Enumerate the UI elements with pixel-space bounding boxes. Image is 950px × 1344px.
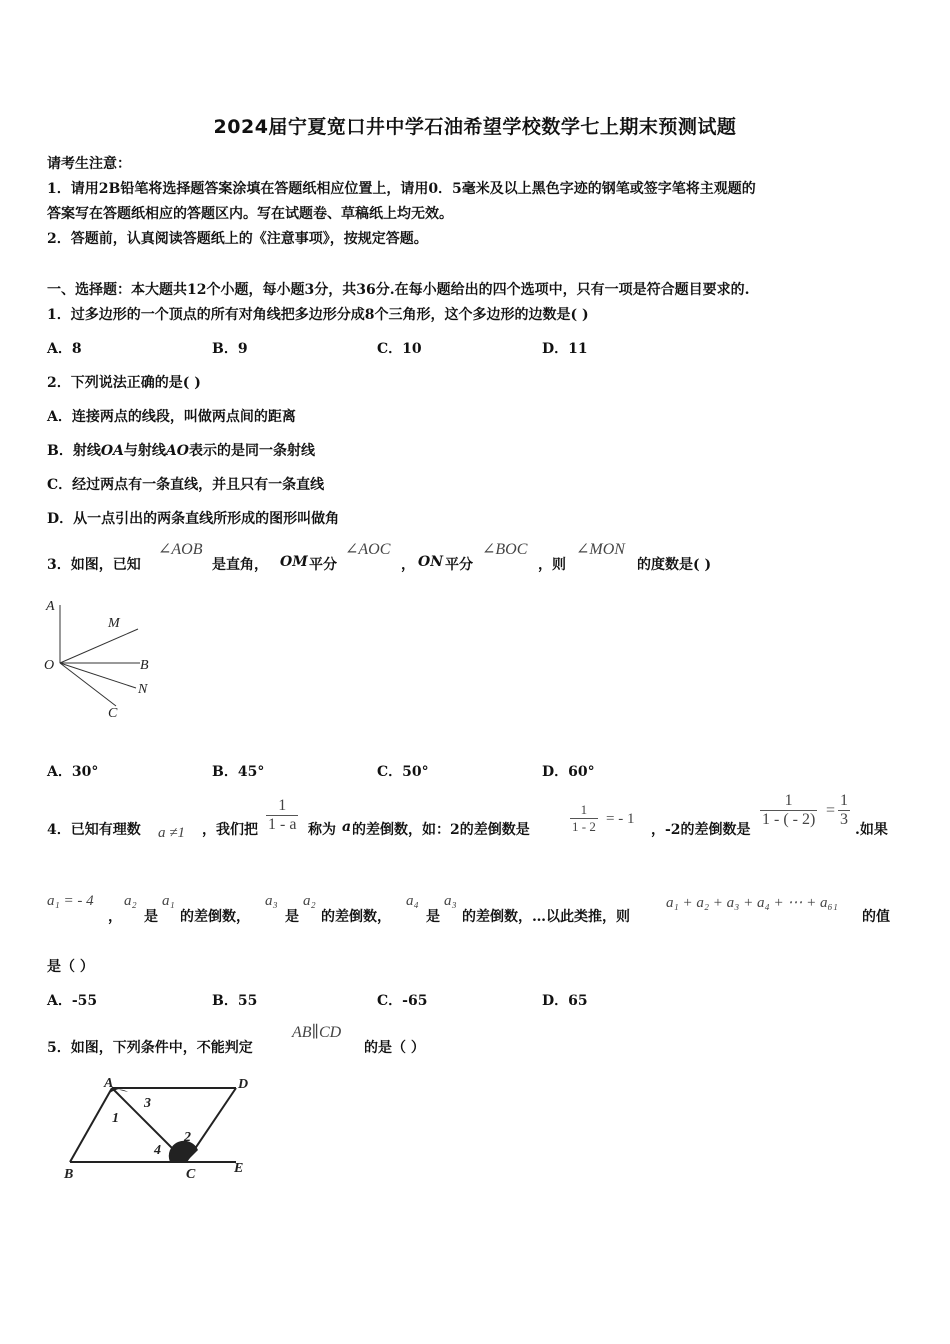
q4-is-3: 是 (426, 909, 440, 925)
ray-ao: AO (165, 443, 189, 459)
ray-on: ON (418, 554, 443, 570)
question-2-stem: 2．下列说法正确的是( ) (47, 375, 201, 391)
a2: a₂ (124, 893, 137, 909)
question-3-stem-6: ，则 (538, 557, 566, 573)
question-5-stem-2: 的是（ ） (364, 1040, 425, 1056)
sum-a1-to-a61: a₁ + a₂ + a₃ + a₄ + ⋯ + a₆₁ (666, 895, 838, 911)
fraction-one-third (838, 792, 850, 829)
q2-option-a[interactable]: A．连接两点的线段，叫做两点间的距离 (47, 409, 296, 425)
label-d: D (238, 1077, 249, 1092)
frac2-den: 1 - 2 (572, 819, 596, 834)
fraction-reciprocal-def (266, 797, 298, 834)
ray-oc-line (60, 663, 116, 706)
question-1-stem: 1．过多边形的一个顶点的所有对角线把多边形分成8个三角形，这个多边形的边数是( ) (47, 307, 589, 323)
q1-option-b[interactable]: B．9 (212, 341, 248, 357)
q3-option-c[interactable]: C．50° (377, 764, 429, 780)
label-b: B (64, 1167, 74, 1182)
q4-is-1: 是 (144, 909, 158, 925)
ab-parallel-cd: AB∥CD (292, 1024, 342, 1041)
ray-on-line (60, 663, 136, 688)
q4-is-2: 是 (285, 909, 299, 925)
question-4-stem-2: ，我们把 (202, 822, 258, 838)
angle-aob: ∠AOB (158, 541, 203, 558)
condition-a-not-1: a ≠1 (158, 825, 185, 841)
a3: a₃ (265, 893, 278, 909)
section-1-heading: 一、选择题：本大题共12个小题，每小题3分，共36分.在每小题给出的四个选项中，只有一项是符合题目要求的. (47, 282, 750, 298)
notice-line-1: 1．请用2B铅笔将选择题答案涂填在答题纸相应位置上，请用0．5毫米及以上黑色字迹的钢笔或签字笔将主观题的 (47, 181, 756, 197)
angle-boc: ∠BOC (482, 541, 528, 558)
equals-minus-1: = - 1 (606, 811, 635, 827)
variable-a: a (342, 819, 352, 835)
q1-option-a[interactable]: A．8 (47, 341, 82, 357)
frac3-num: 1 (784, 792, 793, 809)
notice-heading: 请考生注意： (47, 156, 131, 172)
question-3-stem-1: 3．如图，已知 (47, 557, 141, 573)
q2-option-c[interactable]: C．经过两点有一条直线，并且只有一条直线 (47, 477, 325, 493)
ray-om-line (60, 629, 138, 663)
a4: a₄ (406, 893, 419, 909)
label-a: A (104, 1076, 114, 1091)
segment-ab (70, 1088, 112, 1162)
question-3-stem-3: 平分 (309, 557, 337, 573)
fraction-2 (570, 802, 598, 835)
q2-b-text-1: B．射线 (47, 443, 101, 459)
label-a: A (46, 599, 55, 614)
q4-text-2: 的差倒数， (180, 909, 250, 925)
question-4-stem-5: ，-2的差倒数是 (651, 822, 751, 838)
label-angle-3: 3 (144, 1096, 151, 1111)
q4-text-7: 的值 (862, 909, 890, 925)
page-title: 2024届宁夏宽口井中学石油希望学校数学七上期末预测试题 (213, 116, 737, 138)
q4-line-3: 是（ ） (47, 959, 94, 975)
label-o: O (44, 658, 55, 673)
question-3-stem-5: 平分 (445, 557, 473, 573)
label-c: C (108, 706, 118, 721)
q2-option-b[interactable] (47, 440, 315, 460)
frac1-den: 1 - a (268, 816, 297, 833)
label-b: B (140, 658, 149, 673)
label-e: E (234, 1161, 244, 1176)
q2-b-text-2: 与射线 (123, 443, 166, 459)
fraction-neg-2 (760, 792, 817, 829)
q4-option-b[interactable]: B．55 (212, 993, 258, 1009)
question-3-stem-2: 是直角， (212, 557, 268, 573)
ray-om: OM (280, 554, 308, 570)
q1-option-d[interactable]: D．11 (542, 341, 588, 357)
a2-ref: a₂ (303, 893, 316, 909)
q5-parallelogram-figure (58, 1070, 258, 1185)
label-angle-2: 2 (184, 1130, 191, 1145)
question-4-stem-1: 4．已知有理数 (47, 822, 141, 838)
a3-ref: a₃ (444, 893, 457, 909)
frac3-den: 1 - ( - 2) (762, 811, 816, 828)
frac2-num: 1 (580, 802, 588, 817)
frac4-den: 3 (840, 811, 848, 828)
q3-option-a[interactable]: A．30° (47, 764, 99, 780)
question-3-stem-7: 的度数是( ) (637, 557, 712, 573)
label-angle-4: 4 (154, 1143, 161, 1158)
q4-option-c[interactable]: C．-65 (377, 993, 428, 1009)
a1-equals-minus-4: a₁ = - 4 (47, 893, 94, 909)
q2-b-text-3: 表示的是同一条射线 (188, 443, 315, 459)
frac1-num: 1 (278, 797, 287, 814)
label-n: N (138, 682, 148, 697)
a1-ref: a₁ (162, 893, 175, 909)
q4-text-4: 的差倒数， (321, 909, 391, 925)
question-5-stem-1: 5．如图，下列条件中，不能判定 (47, 1040, 253, 1056)
q4-text-6: 的差倒数，…以此类推，则 (462, 909, 630, 925)
frac4-num: 1 (840, 792, 848, 809)
equals-sign: = (826, 802, 836, 819)
notice-line-1b: 答案写在答题纸相应的答题区内。写在试题卷、草稿纸上均无效。 (47, 206, 453, 222)
question-4-stem-3: 称为 (308, 822, 336, 838)
label-m: M (108, 616, 120, 631)
label-angle-1: 1 (112, 1111, 119, 1126)
q4-option-d[interactable]: D．65 (542, 993, 588, 1009)
notice-line-2: 2．答题前，认真阅读答题纸上的《注意事项》，按规定答题。 (47, 231, 428, 247)
angle-mon: ∠MON (576, 541, 625, 558)
q3-angle-figure (40, 595, 170, 725)
q4-option-a[interactable]: A．-55 (47, 993, 98, 1009)
q3-option-d[interactable]: D．60° (542, 764, 595, 780)
ray-oa: OA (100, 443, 124, 459)
q3-option-b[interactable]: B．45° (212, 764, 265, 780)
q4-comma: ， (108, 909, 122, 925)
question-4-stem-4: 的差倒数，如：2的差倒数是 (352, 822, 530, 838)
q1-option-c[interactable]: C．10 (377, 341, 422, 357)
label-c: C (186, 1167, 196, 1182)
angle-aoc: ∠AOC (345, 541, 391, 558)
question-4-stem-6: .如果 (855, 822, 888, 838)
q2-option-d[interactable]: D．从一点引出的两条直线所形成的图形叫做角 (47, 511, 340, 527)
question-3-stem-4: ， (401, 557, 415, 573)
